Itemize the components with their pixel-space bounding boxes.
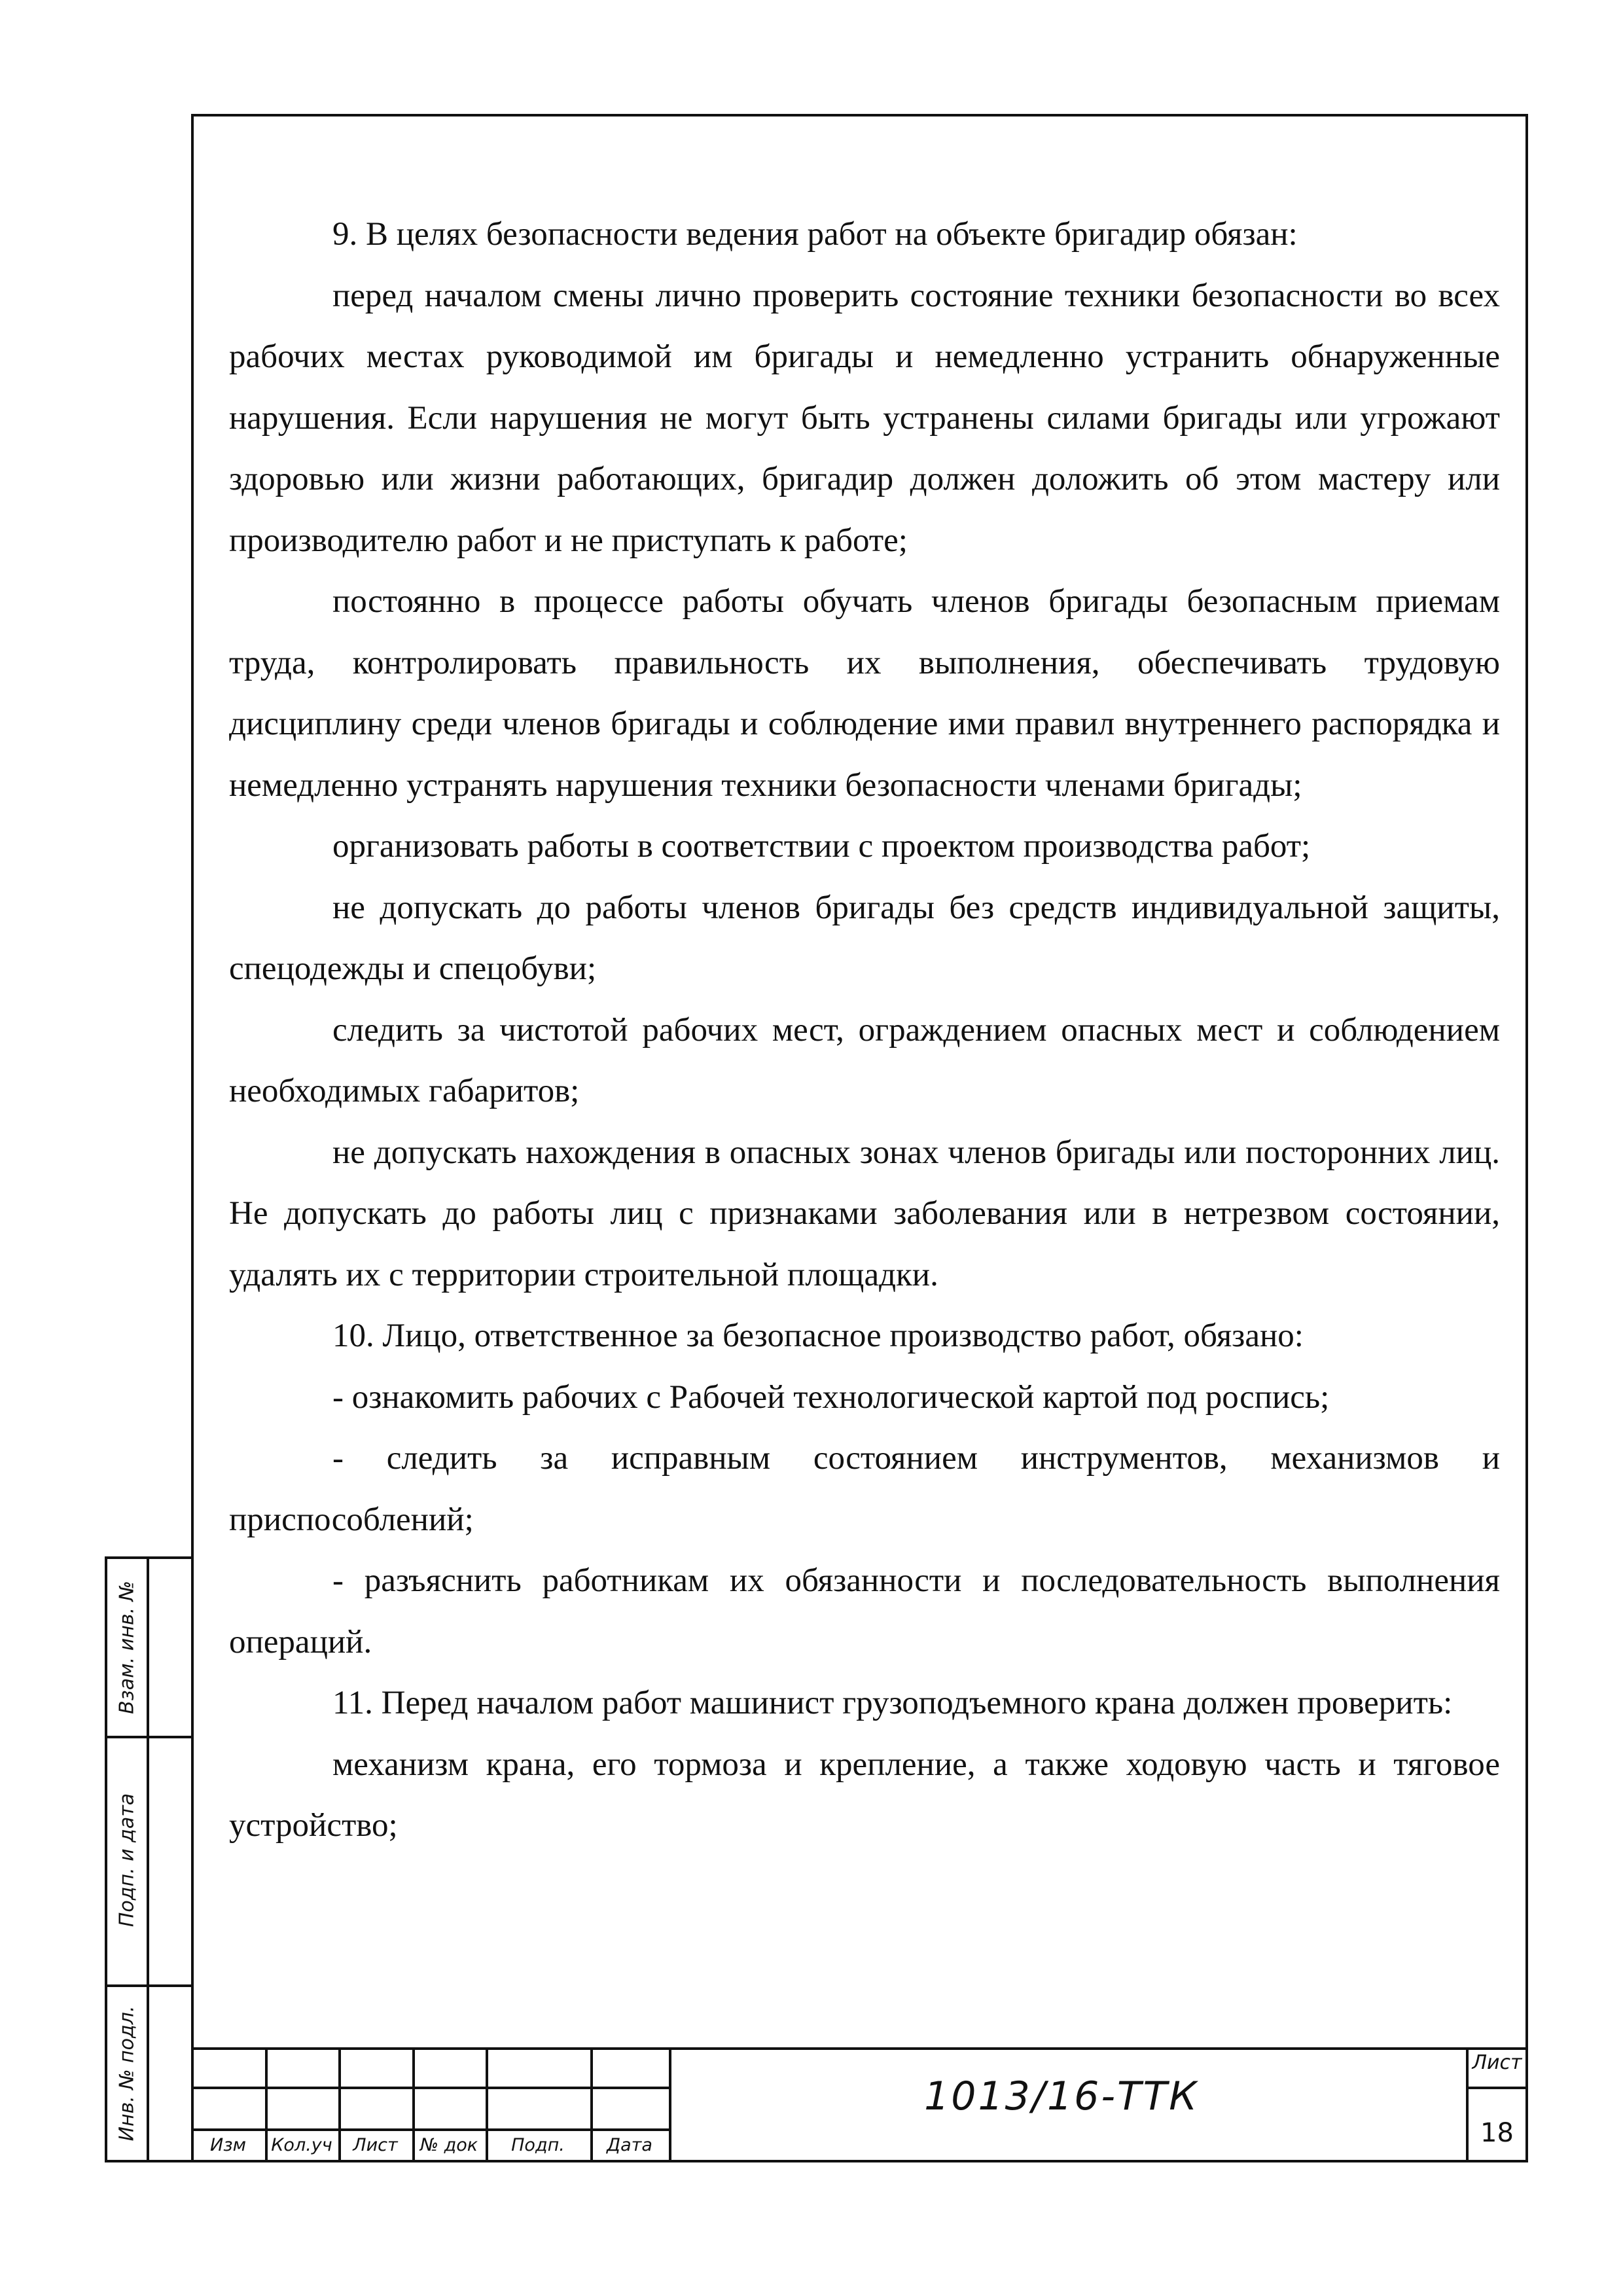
- col-izm: Изм: [210, 2135, 246, 2155]
- paragraph-11: 11. Перед началом работ машинист грузоподъемного крана должен проверить:: [332, 1685, 1453, 1721]
- side-label-podp: Подп. и дата: [115, 1793, 139, 1928]
- document-code: 1013/16-ТТК: [924, 2073, 1199, 2119]
- side-cell-podp: [107, 1736, 147, 1984]
- sheet-label: Лист: [1472, 2051, 1522, 2074]
- paragraph: - ознакомить рабочих с Рабочей технологической картой под роспись;: [332, 1378, 1330, 1416]
- col-data: Дата: [607, 2135, 652, 2155]
- col-kol-uch: Кол.уч: [271, 2135, 332, 2155]
- paragraph-9: 9. В целях безопасности ведения работ на объекте бригадир обязан:: [332, 216, 1298, 253]
- title-block-top: [191, 2047, 1528, 2050]
- paragraph: следить за чистотой рабочих мест, ограждением опасных мест и соблюдением необходимых габаритов;: [229, 1011, 1500, 1109]
- paragraph: - разъяснить работникам их обязанности и последовательность выполнения операций.: [229, 1562, 1500, 1660]
- sheet-box-line: [1466, 2087, 1528, 2089]
- side-label-vzam: Взам. инв. №: [115, 1581, 139, 1714]
- paragraph: не допускать нахождения в опасных зонах членов бригады или посторонних лиц. Не допускать до работы лиц с признаками заболевания или в нетрезвом состоянии, удалять их с территории строительной площадки.: [229, 1134, 1500, 1293]
- paragraph: постоянно в процессе работы обучать членов бригады безопасным приемам труда, контролировать правильность их выполнения, обеспечивать трудовую дисциплину среди членов бригады и соблюдение ими правил внутреннего распорядка и немедленно устранять нарушения техники безопасности членами бригады;: [229, 583, 1500, 804]
- paragraph: организовать работы в соответствии с проектом производства работ;: [332, 828, 1311, 865]
- paragraph: не допускать до работы членов бригады без средств индивидуальной защиты, спецодежды и спецобуви;: [229, 889, 1500, 987]
- col-podp: Подп.: [511, 2135, 565, 2155]
- side-cell-vzam: [107, 1559, 147, 1736]
- paragraph-10: 10. Лицо, ответственное за безопасное производство работ, обязано:: [332, 1318, 1304, 1354]
- side-label-inv: Инв. № подл.: [115, 2005, 139, 2142]
- title-block: [191, 2047, 1528, 2162]
- document-body: [229, 204, 1500, 1857]
- rev-row-line: [191, 2087, 669, 2089]
- col-n-dok: № док: [419, 2135, 478, 2155]
- paragraph: механизм крана, его тормоза и крепление, а также ходовую часть и тяговое устройство;: [229, 1746, 1500, 1844]
- side-stamp-strip: [105, 1556, 194, 2162]
- col-list: Лист: [353, 2135, 398, 2155]
- side-cell-inv: [107, 1984, 147, 2162]
- paragraph: - следить за исправным состоянием инструментов, механизмов и приспособлений;: [229, 1440, 1500, 1538]
- sheet-number: 18: [1480, 2118, 1514, 2148]
- paragraph: перед началом смены лично проверить состояние техники безопасности во всех рабочих местах руководимой им бригады и немедленно устранить обнаруженные нарушения. Если нарушения не могут быть устранены силами бригады или угрожают здоровью или жизни работающих, бригадир должен доложить об этом мастеру или производителю работ и не приступать к работе;: [229, 277, 1500, 559]
- side-divider: [147, 1559, 149, 2160]
